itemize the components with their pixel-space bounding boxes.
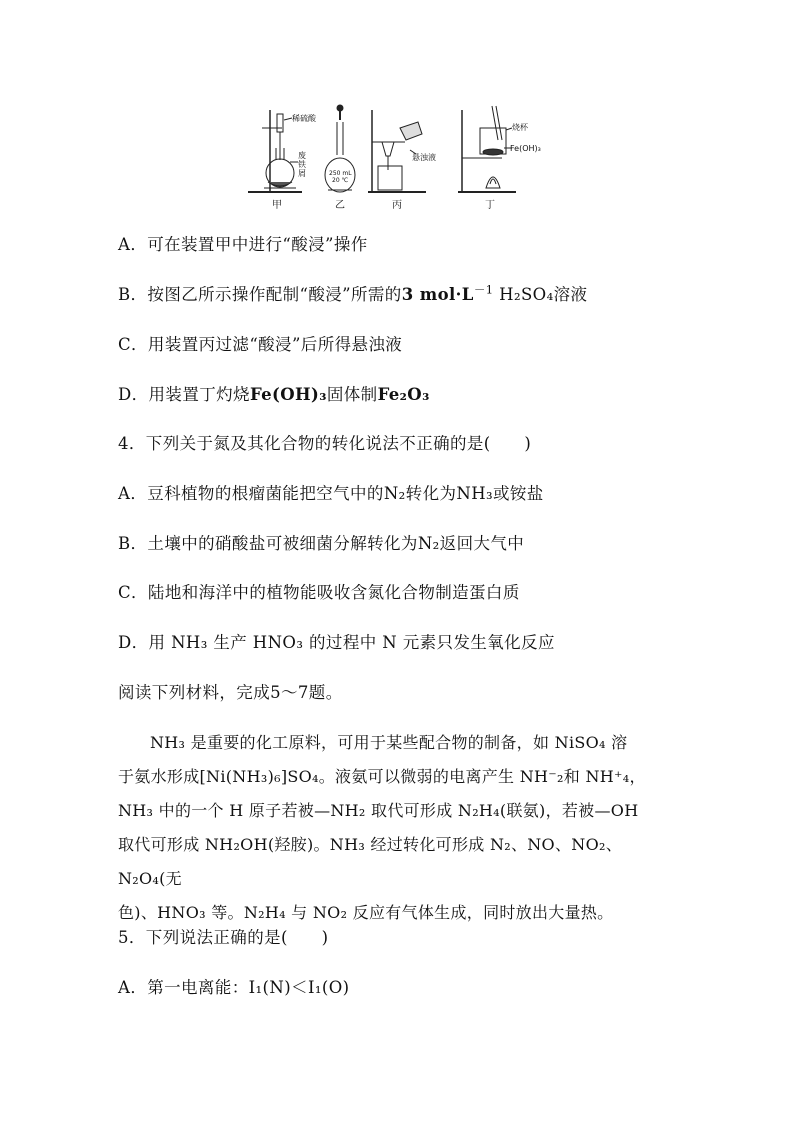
q3-option-b-conc: 3 mol·L (401, 285, 474, 304)
q3-option-b-text: B．按图乙所示操作配制“酸浸”所需的 (118, 285, 402, 304)
q3-option-b-h2so4: H₂SO₄溶液 (499, 285, 588, 304)
material-line-3: NH₃ 中的一个 H 原子若被—NH₂ 取代可形成 N₂H₄(联氨)，若被—OH (118, 801, 639, 820)
q3-option-c: C．用装置丙过滤“酸浸”后所得悬浊液 (118, 335, 403, 354)
label-suspension: 悬浊液 (412, 153, 436, 162)
q4-stem: 4．下列关于氮及其化合物的转化说法不正确的是( ) (118, 434, 532, 453)
label-flask-volume: 250 mL (329, 170, 352, 177)
q3-option-d-mid: 固体制 (326, 385, 378, 404)
q4-option-c: C．陆地和海洋中的植物能吸收含氮化合物制造蛋白质 (118, 583, 520, 602)
q3-option-d-formula2: Fe₂O₃ (377, 385, 430, 404)
caption-jia: 甲 (272, 200, 282, 211)
label-beaker: 烧杯 (512, 123, 528, 132)
q4-option-b: B．土壤中的硝酸盐可被细菌分解转化为N₂返回大气中 (118, 534, 525, 553)
material-paragraph (118, 726, 678, 930)
q3-option-b-sup: －1 (473, 282, 494, 297)
apparatus-ding (458, 106, 516, 192)
reading-intro: 阅读下列材料，完成5～7题。 (118, 683, 343, 702)
label-feoh: Fe(OH)₃ (510, 144, 541, 153)
caption-bing: 丙 (392, 200, 402, 211)
label-iron-2: 铁 (298, 160, 306, 169)
q3-option-d-text: D．用装置丁灼烧 (118, 385, 250, 404)
apparatus-drawing (240, 100, 560, 215)
caption-yi: 乙 (335, 200, 345, 211)
q3-option-b (118, 283, 587, 307)
label-iron-1: 废 (298, 151, 306, 160)
q5-stem: 5．下列说法正确的是( ) (118, 928, 329, 947)
label-iron-3: 屑 (298, 169, 306, 178)
q3-option-a: A．可在装置甲中进行“酸浸”操作 (118, 235, 368, 254)
caption-ding: 丁 (485, 200, 495, 211)
q5-option-a: A．第一电离能：I₁(N)＜I₁(O) (118, 978, 350, 997)
q4-option-d: D．用 NH₃ 生产 HNO₃ 的过程中 N 元素只发生氧化反应 (118, 633, 555, 652)
label-acid: 稀硫酸 (292, 114, 316, 123)
q3-option-d-formula1: Fe(OH)₃ (249, 385, 327, 404)
material-line-5: 色)、HNO₃ 等。N₂H₄ 与 NO₂ 反应有气体生成，同时放出大量热。 (118, 903, 614, 922)
label-flask-temp: 20 ℃ (332, 177, 349, 184)
material-line-4: 取代可形成 NH₂OH(羟胺)。NH₃ 经过转化可形成 N₂、NO、NO₂、N₂O₄(无 (118, 835, 623, 888)
apparatus-bing (368, 110, 426, 192)
q3-option-d (118, 383, 430, 407)
q4-option-a: A．豆科植物的根瘤菌能把空气中的N₂转化为NH₃或铵盐 (118, 484, 544, 503)
material-line-2: 于氨水形成[Ni(NH₃)₆]SO₄。液氨可以微弱的电离产生 NH⁻₂和 NH⁺₄， (118, 767, 646, 786)
material-line-1: NH₃ 是重要的化工原料，可用于某些配合物的制备，如 NiSO₄ 溶 (150, 733, 628, 752)
apparatus-figure (240, 100, 560, 215)
